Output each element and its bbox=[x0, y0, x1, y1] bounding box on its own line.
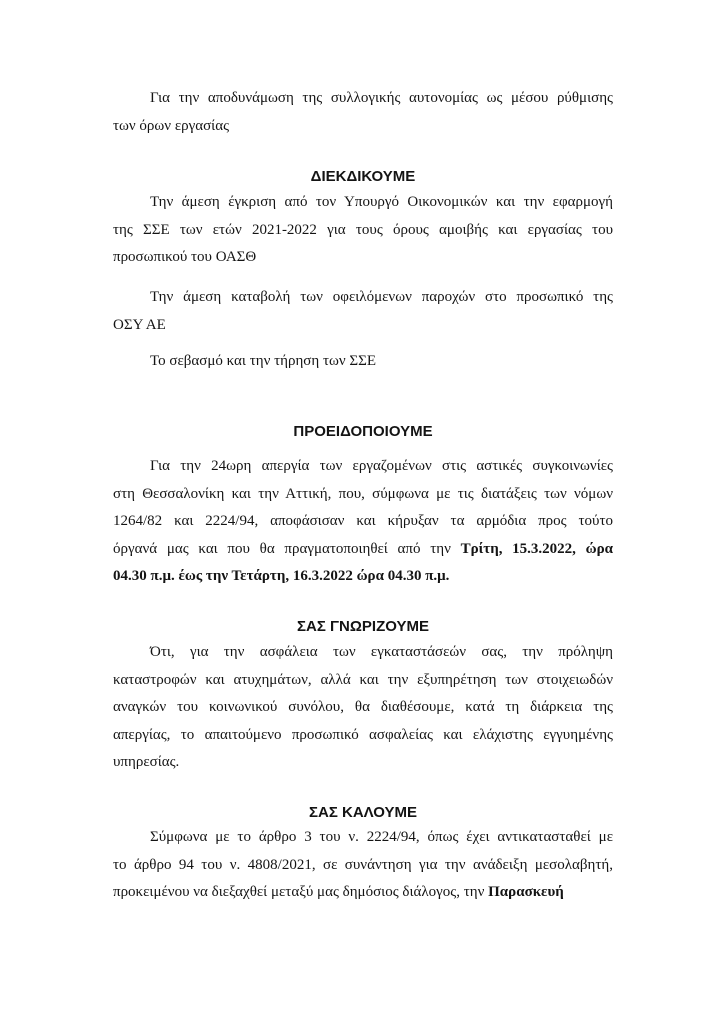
text-line: Ότι, για την ασφάλεια των εγκαταστάσεών σας, την πρόληψη bbox=[150, 644, 613, 660]
section-heading-warning: ΠΡΟΕΙΔΟΠΟΙΟΥΜΕ bbox=[293, 423, 433, 440]
text-line: Την άμεση καταβολή των οφειλόμενων παροχών στο προσωπικό της bbox=[150, 289, 613, 305]
text-line: το άρθρο 94 του ν. 4808/2021, σε συνάντηση για την ανάδειξη μεσολαβητή, bbox=[113, 856, 613, 873]
text-line bbox=[113, 536, 613, 564]
strike-end-date: 04.30 π.μ. έως την Τετάρτη, 16.3.2022 ώρα 04.30 π.μ. bbox=[113, 568, 450, 584]
section-heading-invitation: ΣΑΣ ΚΑΛΟΥΜΕ bbox=[308, 804, 418, 821]
strike-start-date: Τρίτη, 15.3.2022, ώρα bbox=[460, 540, 614, 557]
text-line: των όρων εργασίας bbox=[113, 117, 230, 134]
text-line: Σύμφωνα με το άρθρο 3 του ν. 2224/94, όπως έχει αντικατασταθεί με bbox=[150, 829, 613, 845]
text-line: ΟΣΥ ΑΕ bbox=[113, 316, 166, 333]
intro-paragraph bbox=[113, 85, 613, 140]
text-line: Την άμεση έγκριση από τον Υπουργό Οικονομικών και την εφαρμογή bbox=[150, 194, 613, 210]
text-line: Για την αποδυνάμωση της συλλογικής αυτονομίας ως μέσου ρύθμισης bbox=[150, 90, 613, 106]
demand-paragraph bbox=[113, 189, 613, 272]
demand-paragraph bbox=[113, 348, 613, 376]
meeting-day: Παρασκευή bbox=[488, 884, 564, 900]
invitation-paragraph bbox=[113, 824, 613, 907]
text-segment: όργανά μας και που θα πραγματοποιηθεί από την bbox=[113, 540, 461, 557]
section-heading-demands: ΔΙΕΚΔΙΚΟΥΜΕ bbox=[310, 168, 416, 185]
text-line: προσωπικού του ΟΑΣΘ bbox=[113, 249, 257, 265]
text-line bbox=[113, 879, 613, 907]
text-line: στη Θεσσαλονίκη και την Αττική, που, σύμφωνα με τις διατάξεις των νόμων bbox=[113, 485, 613, 502]
demand-paragraph bbox=[113, 284, 613, 339]
text-line: της ΣΣΕ των ετών 2021-2022 για τους όρους αμοιβής και εργασίας του bbox=[113, 221, 613, 238]
text-line: Για την 24ωρη απεργία των εργαζομένων στις αστικές συγκοινωνίες bbox=[150, 458, 613, 474]
text-segment: προκειμένου να διεξαχθεί μεταξύ μας δημόσιος διάλογος, την bbox=[113, 884, 489, 900]
text-line: Το σεβασμό και την τήρηση των ΣΣΕ bbox=[150, 353, 377, 369]
text-line: υπηρεσίας. bbox=[113, 754, 180, 770]
text-line: 1264/82 και 2224/94, αποφάσισαν και κήρυξαν τα αρμόδια προς τούτο bbox=[113, 513, 613, 529]
text-line: αναγκών του κοινωνικού συνόλου, θα διαθέσουμε, κατά τη διάρκεια της bbox=[113, 699, 613, 715]
notice-paragraph bbox=[113, 639, 613, 777]
section-heading-notice: ΣΑΣ ΓΝΩΡΙΖΟΥΜΕ bbox=[297, 618, 429, 635]
text-line: απεργίας, το απαιτούμενο προσωπικό ασφαλείας και ελάχιστης εγγυημένης bbox=[113, 726, 613, 743]
text-line: καταστροφών και ατυχημάτων, αλλά και την εξυπηρέτηση των στοιχειωδών bbox=[113, 671, 613, 688]
warning-paragraph bbox=[113, 453, 613, 591]
